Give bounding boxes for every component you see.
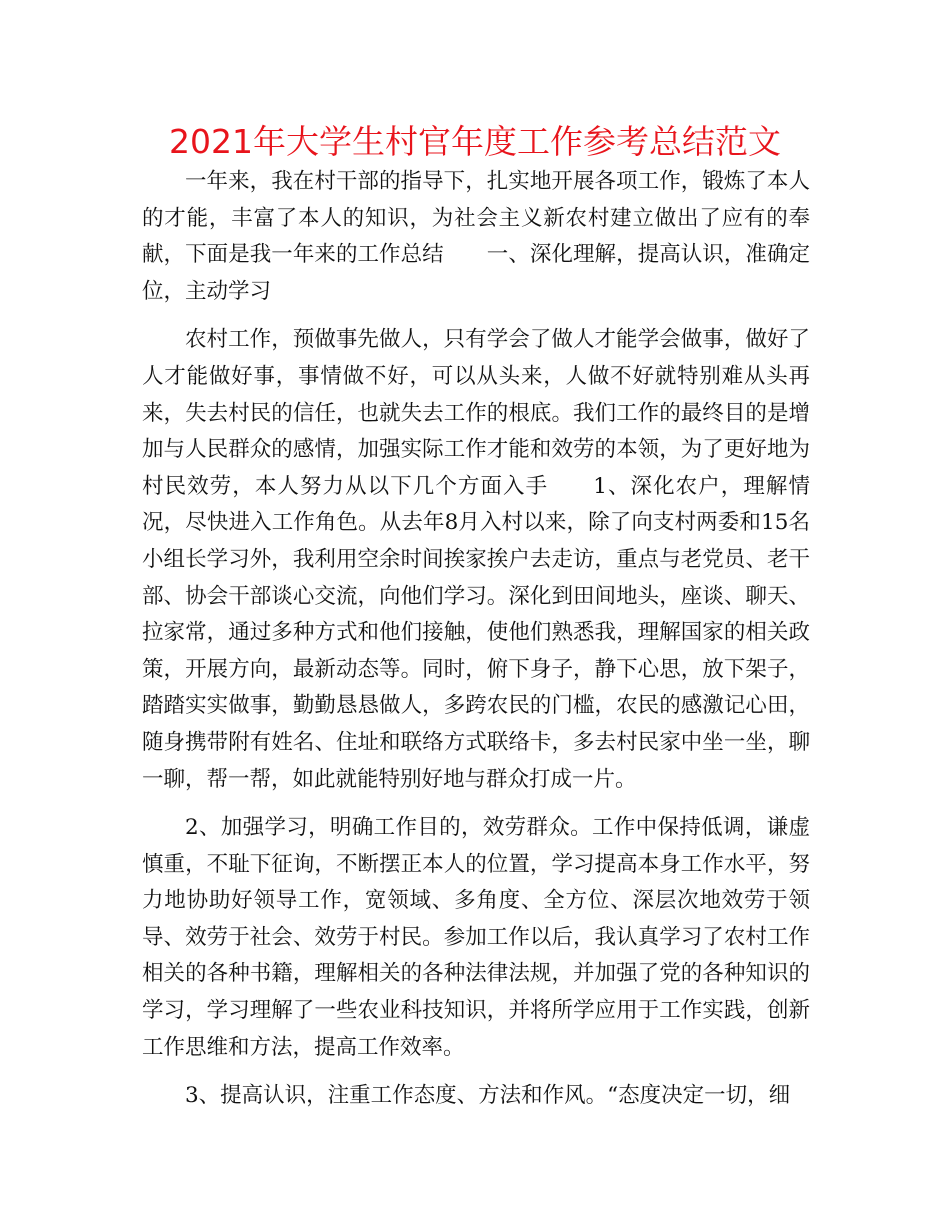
- document-title: 2021年大学生村官年度工作参考总结范文: [169, 122, 781, 161]
- paragraph-2: 农村工作，预做事先做人，只有学会了做人才能学会做事，做好了人才能做好事，事情做不好，可以从头来，人做不好就特别难从头再来，失去村民的信任，也就失去工作的根底。我们工作的最终目的是增加与人民群众的感情，加强实际工作才能和效劳的本领，为了更好地为村民效劳，本人努力从以下几个方面入手 1、深化农户，理解情况，尽快进入工作角色。从去年8月入村以来，除了向支村两委和15名小组长学习外，我利用空余时间挨家挨户去走访，重点与老党员、老干部、协会干部谈心交流，向他们学习。深化到田间地头，座谈、聊天、拉家常，通过多种方式和他们接触，使他们熟悉我，理解国家的相关政策，开展方向，最新动态等。同时，俯下身子，静下心思，放下架子，踏踏实实做事，勤勤恳恳做人，多跨农民的门槛，农民的感激记心田，随身携带附有姓名、住址和联络方式联络卡，多去村民家中坐一坐，聊一聊，帮一帮，如此就能特别好地与群众打成一片。: [142, 327, 810, 792]
- paragraph-4: 3、提高认识，注重工作态度、方法和作风。“态度决定一切，细: [185, 1083, 791, 1109]
- paragraph-1: 一年来，我在村干部的指导下，扎实地开展各项工作，锻炼了本人的才能，丰富了本人的知识，为社会主义新农村建立做出了应有的奉献，下面是我一年来的工作总结 一、深化理解，提高认识，准确定位，主动学习: [142, 169, 810, 304]
- document-body: [142, 164, 810, 1115]
- paragraph-3: 2、加强学习，明确工作目的，效劳群众。工作中保持低调，谦虚慎重，不耻下征询，不断摆正本人的位置，学习提高本身工作水平，努力地协助好领导工作，宽领域、多角度、全方位、深层次地效劳于领导、效劳于社会、效劳于村民。参加工作以后，我认真学习了农村工作相关的各种书籍，理解相关的各种法律法规，并加强了党的各种知识的学习，学习理解了一些农业科技知识，并将所学应用于工作实践，创新工作思维和方法，提高工作效率。: [142, 815, 810, 1060]
